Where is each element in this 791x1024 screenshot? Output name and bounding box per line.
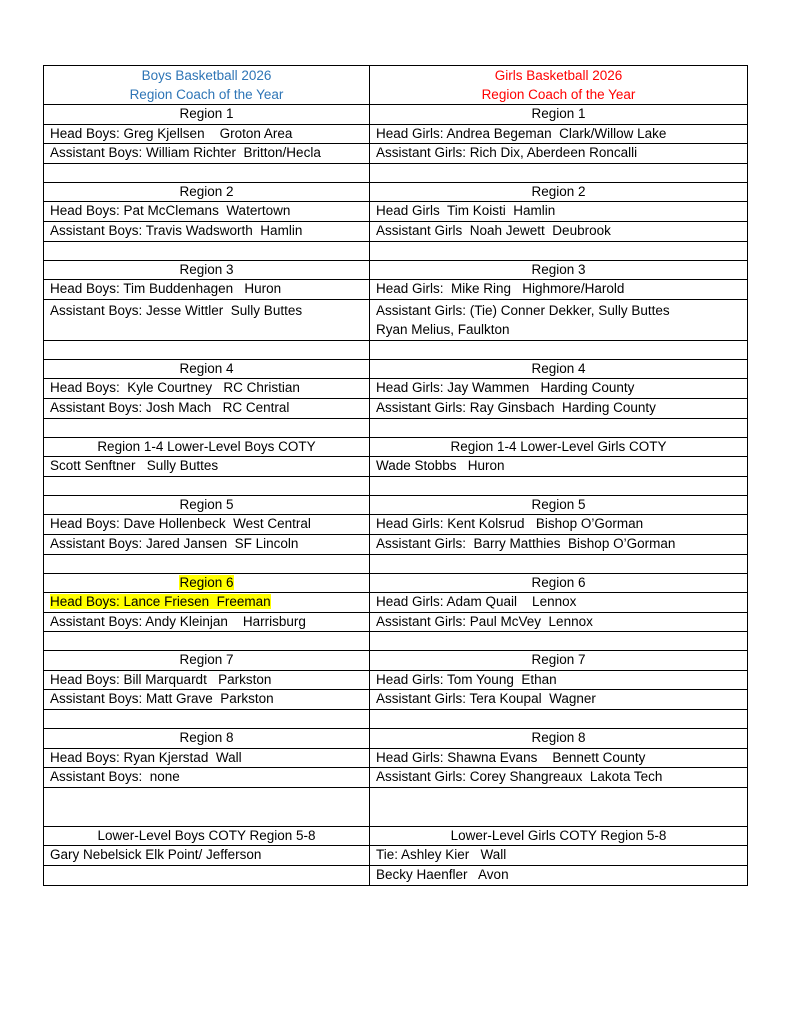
girls-assistant-line1: Assistant Girls: (Tie) Conner Dekker, Sully Buttes [376,302,670,318]
spacer-row [44,163,748,182]
girls-lower-level-coach: Tie: Ashley Kier Wall [370,846,748,866]
boys-region-title: Region 3 [44,260,370,280]
table-row [44,437,748,457]
table-row [44,612,748,632]
boys-assistant-coach: Assistant Boys: Jared Jansen SF Lincoln [44,534,370,554]
table-row [44,866,748,886]
girls-assistant-coach: Assistant Girls Noah Jewett Deubrook [370,221,748,241]
boys-head-coach: Head Boys: Tim Buddenhagen Huron [44,280,370,300]
boys-header [44,66,370,105]
girls-assistant-coach [370,299,748,340]
boys-region-title: Region 7 [44,651,370,671]
girls-head-coach: Head Girls: Adam Quail Lennox [370,593,748,613]
coach-of-year-table [43,65,748,886]
table-row [44,457,748,477]
girls-head-coach: Head Girls: Kent Kolsrud Bishop O’Gorman [370,515,748,535]
highlighted-head-coach: Head Boys: Lance Friesen Freeman [50,594,271,610]
table-row [44,690,748,710]
boys-assistant-coach: Assistant Boys: William Richter Britton/Hecla [44,144,370,164]
table-row [44,593,748,613]
table-row [44,495,748,515]
girls-head-coach: Head Girls Tim Koisti Hamlin [370,202,748,222]
boys-assistant-coach: Assistant Boys: Josh Mach RC Central [44,398,370,418]
girls-lower-level-title: Region 1-4 Lower-Level Girls COTY [370,437,748,457]
boys-region-title: Region 1 [44,105,370,125]
table-row [44,202,748,222]
girls-region-title: Region 8 [370,729,748,749]
girls-assistant-coach: Assistant Girls: Corey Shangreaux Lakota Tech [370,768,748,788]
table-row [44,182,748,202]
girls-lower-level-title: Lower-Level Girls COTY Region 5-8 [370,826,748,846]
table-row [44,768,748,788]
girls-region-title: Region 1 [370,105,748,125]
girls-region-title: Region 5 [370,495,748,515]
boys-head-coach: Head Boys: Pat McClemans Watertown [44,202,370,222]
spacer-row [44,476,748,495]
table-row [44,359,748,379]
boys-assistant-coach: Assistant Boys: Matt Grave Parkston [44,690,370,710]
boys-head-coach: Head Boys: Greg Kjellsen Groton Area [44,124,370,144]
boys-assistant-coach: Assistant Boys: Jesse Wittler Sully Buttes [44,299,370,340]
boys-lower-level-title: Region 1-4 Lower-Level Boys COTY [44,437,370,457]
header-row [44,66,748,105]
table-row [44,105,748,125]
boys-assistant-coach: Assistant Boys: Andy Kleinjan Harrisburg [44,612,370,632]
girls-header-line1: Girls Basketball 2026 [494,68,623,83]
boys-lower-level-coach: Scott Senftner Sully Buttes [44,457,370,477]
girls-header-line2: Region Coach of the Year [481,87,636,102]
boys-header-line1: Boys Basketball 2026 [141,68,272,83]
table-row [44,299,748,340]
boys-region-title: Region 4 [44,359,370,379]
table-row [44,398,748,418]
girls-head-coach: Head Girls: Andrea Begeman Clark/Willow Lake [370,124,748,144]
boys-region-title [44,573,370,593]
table-row [44,534,748,554]
table-row [44,826,748,846]
table-row [44,144,748,164]
boys-head-coach: Head Boys: Kyle Courtney RC Christian [44,379,370,399]
boys-region-title: Region 2 [44,182,370,202]
girls-lower-level-coach: Wade Stobbs Huron [370,457,748,477]
boys-head-coach: Head Boys: Ryan Kjerstad Wall [44,748,370,768]
boys-header-line2: Region Coach of the Year [129,87,284,102]
girls-assistant-coach: Assistant Girls: Rich Dix, Aberdeen Roncalli [370,144,748,164]
highlighted-region-title: Region 6 [179,574,234,590]
table-row [44,221,748,241]
girls-region-title: Region 6 [370,573,748,593]
table-row [44,379,748,399]
girls-region-title: Region 4 [370,359,748,379]
girls-assistant-coach: Assistant Girls: Paul McVey Lennox [370,612,748,632]
girls-region-title: Region 7 [370,651,748,671]
table-row [44,280,748,300]
table-row [44,748,748,768]
girls-head-coach: Head Girls: Mike Ring Highmore/Harold [370,280,748,300]
girls-assistant-line2: Ryan Melius, Faulkton [376,322,510,338]
boys-lower-level-coach: Gary Nebelsick Elk Point/ Jefferson [44,846,370,866]
boys-region-title: Region 5 [44,495,370,515]
girls-assistant-coach: Assistant Girls: Barry Matthies Bishop O’Gorman [370,534,748,554]
spacer-row [44,710,748,729]
spacer-row [44,241,748,260]
girls-assistant-coach: Assistant Girls: Ray Ginsbach Harding County [370,398,748,418]
spacer-row [44,787,748,826]
table-row [44,846,748,866]
girls-lower-level-coach: Becky Haenfler Avon [370,866,748,886]
table-row [44,573,748,593]
girls-head-coach: Head Girls: Jay Wammen Harding County [370,379,748,399]
girls-assistant-coach: Assistant Girls: Tera Koupal Wagner [370,690,748,710]
table-row [44,260,748,280]
boys-assistant-coach: Assistant Boys: none [44,768,370,788]
girls-region-title: Region 3 [370,260,748,280]
table-row [44,670,748,690]
table-row [44,515,748,535]
table-row [44,729,748,749]
spacer-row [44,632,748,651]
boys-head-coach: Head Boys: Dave Hollenbeck West Central [44,515,370,535]
girls-head-coach: Head Girls: Shawna Evans Bennett County [370,748,748,768]
girls-header [370,66,748,105]
spacer-row [44,554,748,573]
girls-head-coach: Head Girls: Tom Young Ethan [370,670,748,690]
table-row [44,651,748,671]
spacer-row [44,418,748,437]
table-row [44,124,748,144]
boys-head-coach [44,593,370,613]
boys-region-title: Region 8 [44,729,370,749]
spacer-row [44,340,748,359]
boys-assistant-coach: Assistant Boys: Travis Wadsworth Hamlin [44,221,370,241]
girls-region-title: Region 2 [370,182,748,202]
boys-head-coach: Head Boys: Bill Marquardt Parkston [44,670,370,690]
boys-lower-level-title: Lower-Level Boys COTY Region 5-8 [44,826,370,846]
